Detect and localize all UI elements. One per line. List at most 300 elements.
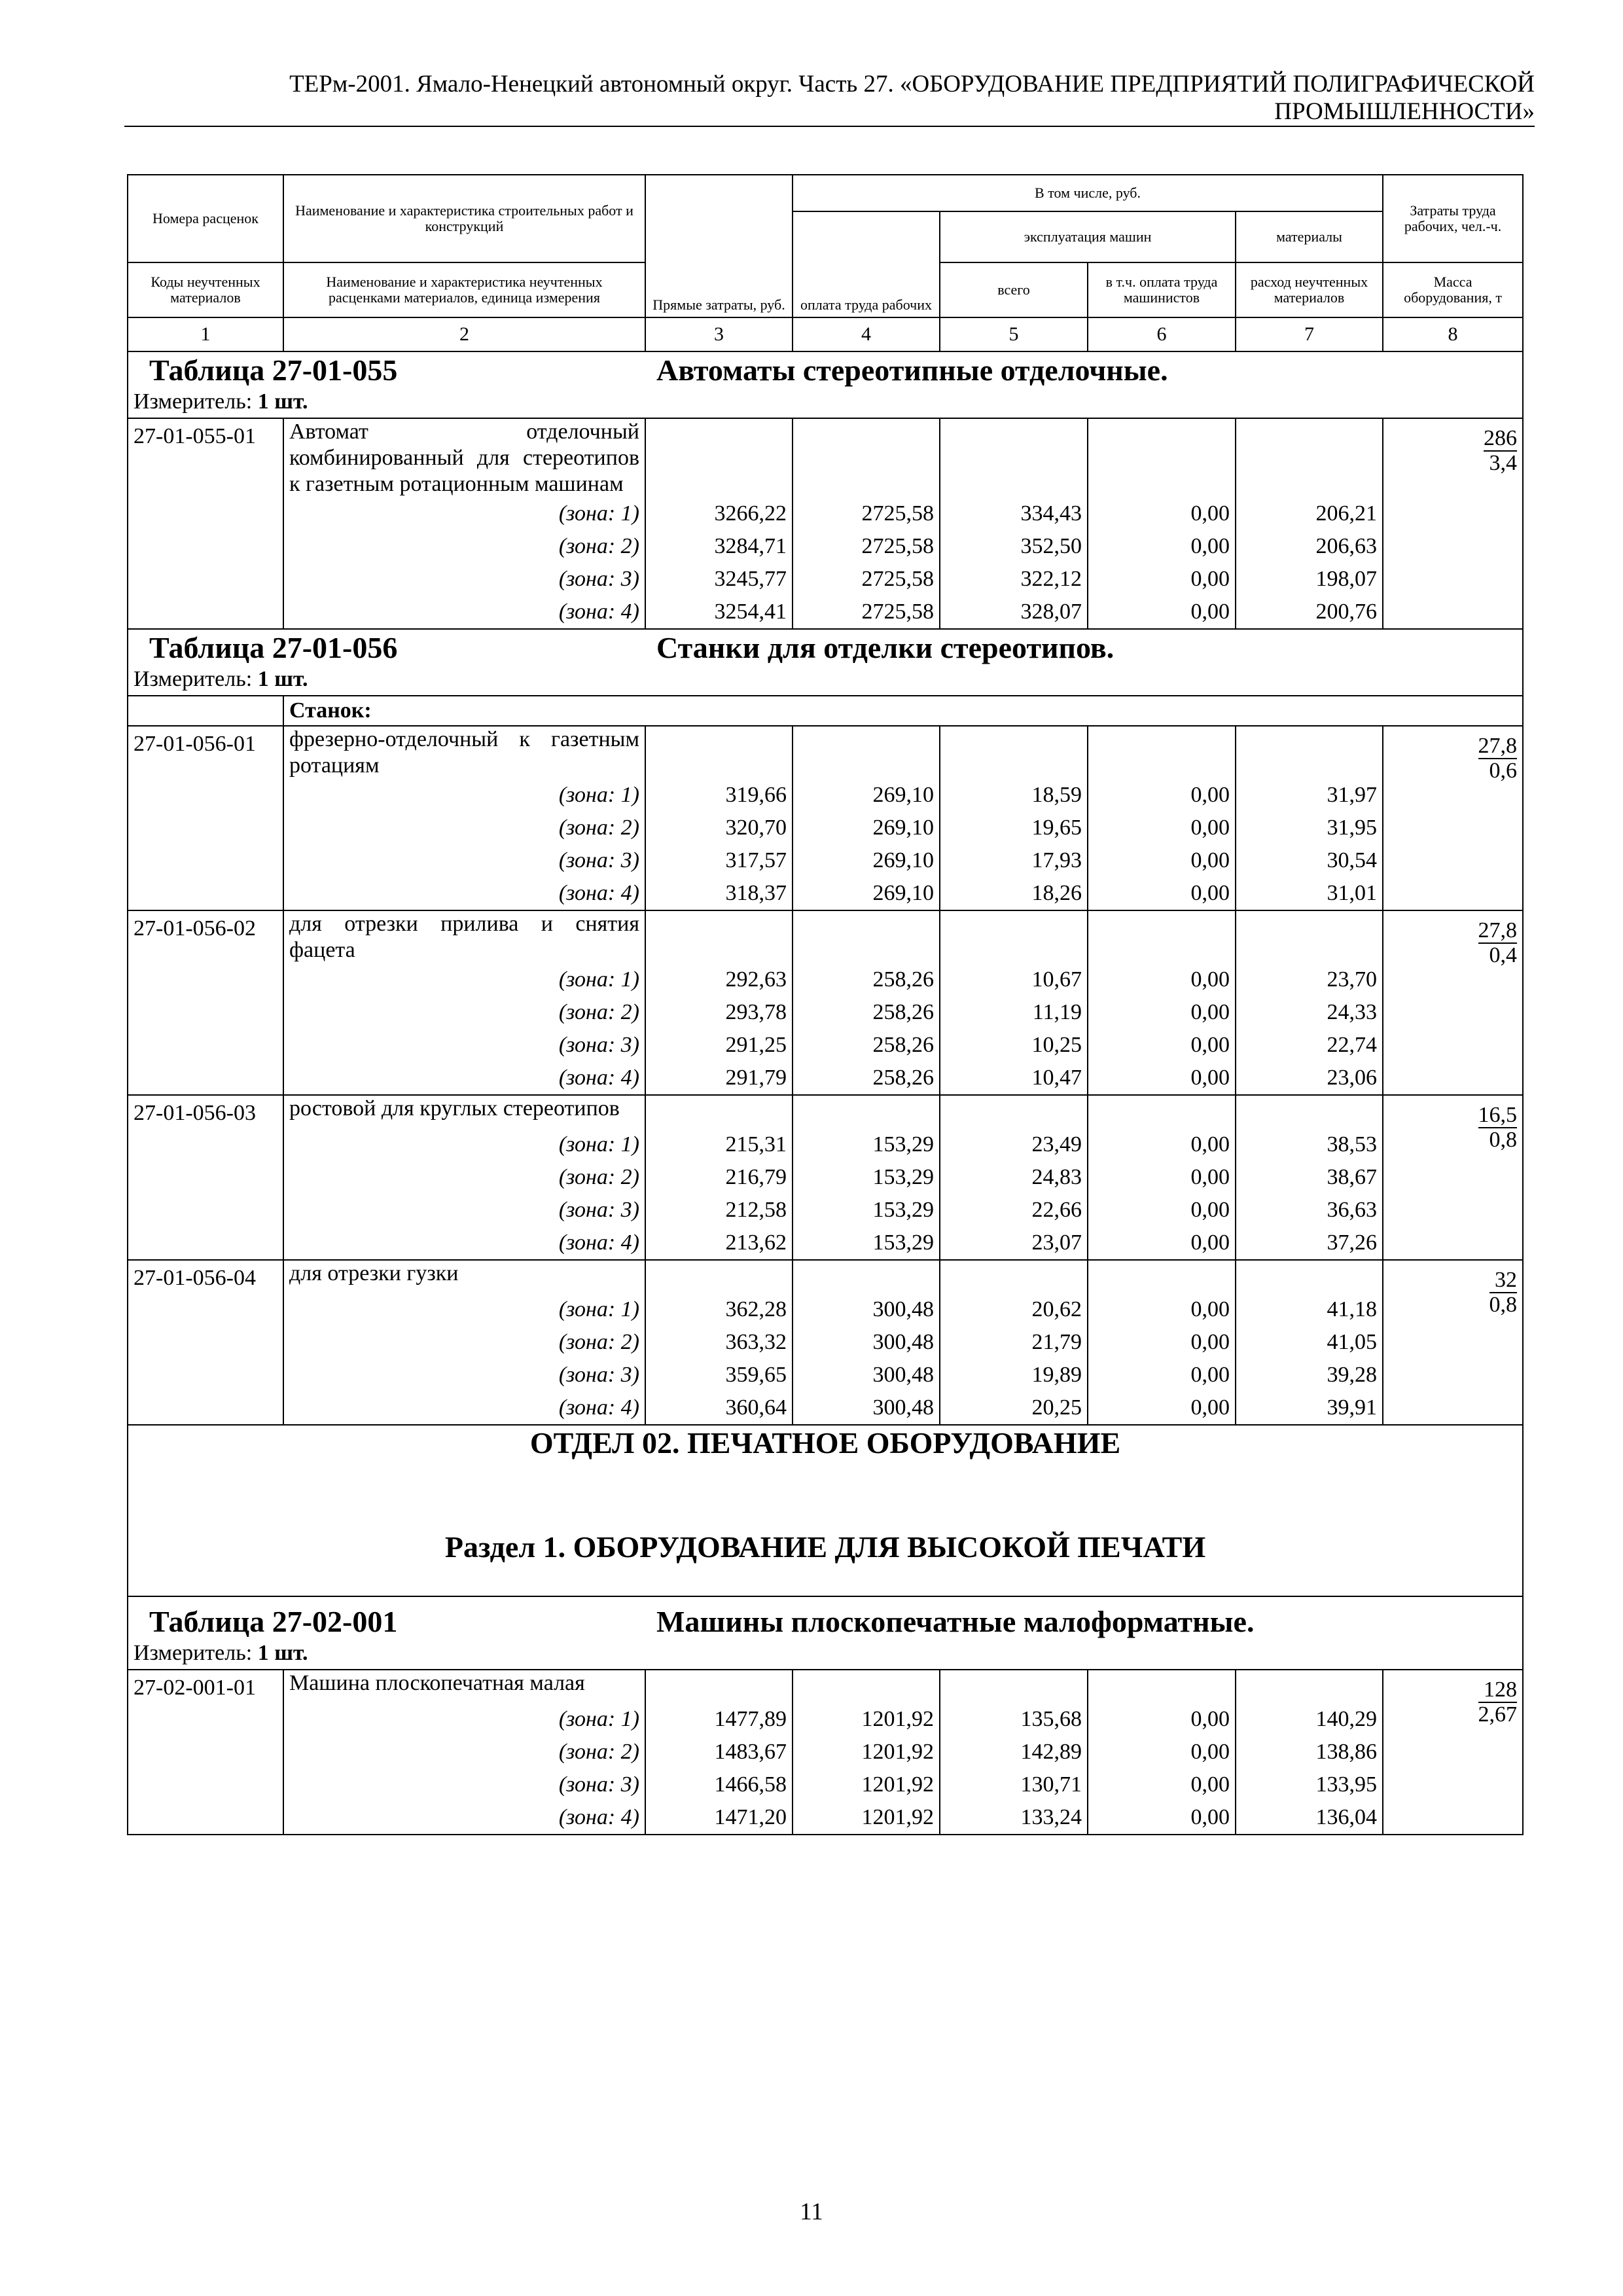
wages-value: 269,10 — [793, 844, 940, 877]
zone-row — [128, 1062, 1523, 1095]
zone-row — [128, 877, 1523, 910]
zone-label: (зона: 2) — [283, 1736, 645, 1768]
group-label-row — [128, 696, 1523, 726]
rate-description: для отрезки прилива и снятия фацета — [283, 910, 645, 963]
empty-cell — [793, 1095, 940, 1128]
direct-costs-value: 320,70 — [645, 812, 793, 844]
table-title-cell — [128, 629, 1523, 666]
zone-row — [128, 1194, 1523, 1227]
wages-value: 269,10 — [793, 812, 940, 844]
machinist-wages-value: 0,00 — [1088, 1768, 1236, 1801]
direct-costs-value: 1477,89 — [645, 1703, 793, 1736]
machines-total-value: 18,26 — [940, 877, 1088, 910]
materials-value: 133,95 — [1236, 1768, 1383, 1801]
zone-label: (зона: 3) — [283, 563, 645, 596]
machines-total-value: 23,49 — [940, 1128, 1088, 1161]
empty-cell — [645, 726, 793, 779]
machinist-wages-value: 0,00 — [1088, 1161, 1236, 1194]
col-header-mass: Масса оборудования, т — [1383, 262, 1523, 317]
zone-row — [128, 1293, 1523, 1326]
col-header-material-codes: Коды неучтенных материалов — [128, 262, 283, 317]
machines-total-value: 11,19 — [940, 996, 1088, 1029]
zone-row — [128, 563, 1523, 596]
rate-description: Автомат отделочный комбинированный для стереотипов к газетным ротационным машинам — [283, 418, 645, 497]
section-heading-row — [128, 1498, 1523, 1596]
labor-mass-fraction — [1484, 427, 1517, 475]
labor-mass-cell — [1383, 1670, 1523, 1835]
wages-value: 153,29 — [793, 1194, 940, 1227]
materials-value: 38,67 — [1236, 1161, 1383, 1194]
direct-costs-value: 293,78 — [645, 996, 793, 1029]
labor-hours: 32 — [1489, 1268, 1518, 1293]
price-table — [127, 174, 1524, 1835]
zone-row — [128, 844, 1523, 877]
wages-value: 258,26 — [793, 1062, 940, 1095]
measure-cell — [128, 1640, 1523, 1670]
empty-cell — [1236, 1670, 1383, 1703]
wages-value: 300,48 — [793, 1293, 940, 1326]
col-header-wages: оплата труда рабочих — [793, 211, 940, 317]
rate-item-row — [128, 418, 1523, 497]
zone-label: (зона: 4) — [283, 1801, 645, 1835]
rate-code: 27-01-056-04 — [128, 1260, 283, 1425]
direct-costs-value: 215,31 — [645, 1128, 793, 1161]
rate-code: 27-01-055-01 — [128, 418, 283, 629]
materials-value: 41,18 — [1236, 1293, 1383, 1326]
empty-cell — [1088, 418, 1236, 497]
machinist-wages-value: 0,00 — [1088, 596, 1236, 629]
machinist-wages-value: 0,00 — [1088, 497, 1236, 530]
measure-label: Измеритель: — [134, 389, 253, 414]
rate-item-row — [128, 1670, 1523, 1703]
direct-costs-value: 317,57 — [645, 844, 793, 877]
table-title: Станки для отделки стереотипов. — [656, 631, 1115, 664]
page-number: 11 — [800, 2198, 823, 2225]
machines-total-value: 135,68 — [940, 1703, 1088, 1736]
wages-value: 300,48 — [793, 1359, 940, 1391]
direct-costs-value: 292,63 — [645, 963, 793, 996]
labor-mass-cell — [1383, 910, 1523, 1095]
direct-costs-value: 363,32 — [645, 1326, 793, 1359]
empty-cell — [1236, 910, 1383, 963]
materials-value: 136,04 — [1236, 1801, 1383, 1835]
col-header-work-name: Наименование и характеристика строительных работ и конструкций — [283, 175, 645, 262]
machinist-wages-value: 0,00 — [1088, 779, 1236, 812]
machines-total-value: 21,79 — [940, 1326, 1088, 1359]
machines-total-value: 18,59 — [940, 779, 1088, 812]
empty-cell — [645, 1095, 793, 1128]
direct-costs-value: 291,25 — [645, 1029, 793, 1062]
zone-label: (зона: 1) — [283, 497, 645, 530]
machinist-wages-value: 0,00 — [1088, 1703, 1236, 1736]
labor-mass-cell — [1383, 1095, 1523, 1260]
direct-costs-value: 3245,77 — [645, 563, 793, 596]
rate-code: 27-01-056-02 — [128, 910, 283, 1095]
wages-value: 1201,92 — [793, 1736, 940, 1768]
materials-value: 200,76 — [1236, 596, 1383, 629]
machines-total-value: 10,47 — [940, 1062, 1088, 1095]
measure-value: 1 шт. — [257, 389, 308, 414]
rate-code: 27-02-001-01 — [128, 1670, 283, 1835]
col-header-material-names: Наименование и характеристика неучтенных расценками материалов, единица измерения — [283, 262, 645, 317]
materials-value: 39,28 — [1236, 1359, 1383, 1391]
direct-costs-value: 319,66 — [645, 779, 793, 812]
table-code: Таблица 27-02-001 — [149, 1605, 398, 1638]
direct-costs-value: 216,79 — [645, 1161, 793, 1194]
zone-label: (зона: 1) — [283, 1293, 645, 1326]
labor-mass-fraction — [1478, 1103, 1518, 1152]
machinist-wages-value: 0,00 — [1088, 1062, 1236, 1095]
col-number-8: 8 — [1383, 317, 1523, 351]
machines-total-value: 334,43 — [940, 497, 1088, 530]
rate-code: 27-01-056-03 — [128, 1095, 283, 1260]
zone-row — [128, 1391, 1523, 1425]
wages-value: 2725,58 — [793, 530, 940, 563]
machinist-wages-value: 0,00 — [1088, 530, 1236, 563]
zone-row — [128, 1161, 1523, 1194]
empty-cell — [1088, 1260, 1236, 1293]
machinist-wages-value: 0,00 — [1088, 1359, 1236, 1391]
table-body — [128, 351, 1523, 1835]
measure-cell — [128, 389, 1523, 418]
rate-item-row — [128, 1095, 1523, 1128]
zone-label: (зона: 3) — [283, 1194, 645, 1227]
table-title-row — [128, 1596, 1523, 1640]
col-header-machinist-wages: в т.ч. оплата труда машинистов — [1088, 262, 1236, 317]
materials-value: 39,91 — [1236, 1391, 1383, 1425]
zone-row — [128, 1029, 1523, 1062]
empty-cell — [1088, 910, 1236, 963]
zone-label: (зона: 2) — [283, 530, 645, 563]
measure-row — [128, 666, 1523, 696]
empty-cell — [1236, 1260, 1383, 1293]
equipment-mass: 0,6 — [1489, 759, 1518, 783]
materials-value: 206,63 — [1236, 530, 1383, 563]
materials-value: 140,29 — [1236, 1703, 1383, 1736]
zone-row — [128, 1128, 1523, 1161]
empty-cell — [793, 1670, 940, 1703]
empty-cell — [645, 1260, 793, 1293]
machinist-wages-value: 0,00 — [1088, 1391, 1236, 1425]
machinist-wages-value: 0,00 — [1088, 1326, 1236, 1359]
table-title-cell — [128, 1596, 1523, 1640]
empty-cell — [940, 726, 1088, 779]
empty-cell — [645, 1670, 793, 1703]
division-heading: ОТДЕЛ 02. ПЕЧАТНОЕ ОБОРУДОВАНИЕ — [128, 1426, 1523, 1498]
materials-value: 36,63 — [1236, 1194, 1383, 1227]
direct-costs-value: 213,62 — [645, 1227, 793, 1260]
col-number-1: 1 — [128, 317, 283, 351]
direct-costs-value: 1471,20 — [645, 1801, 793, 1835]
measure-value: 1 шт. — [257, 667, 308, 691]
machines-total-value: 10,67 — [940, 963, 1088, 996]
labor-mass-fraction — [1489, 1268, 1518, 1317]
materials-value: 22,74 — [1236, 1029, 1383, 1062]
machines-total-value: 20,62 — [940, 1293, 1088, 1326]
machines-total-value: 19,89 — [940, 1359, 1088, 1391]
zone-label: (зона: 1) — [283, 963, 645, 996]
col-header-machines-total: всего — [940, 262, 1088, 317]
zone-row — [128, 1703, 1523, 1736]
materials-value: 30,54 — [1236, 844, 1383, 877]
header-rule — [124, 126, 1535, 127]
table-title-row — [128, 351, 1523, 389]
table-title: Автоматы стереотипные отделочные. — [656, 353, 1168, 387]
empty-cell — [940, 1670, 1088, 1703]
wages-value: 258,26 — [793, 996, 940, 1029]
col-header-materials: материалы — [1236, 211, 1383, 262]
machinist-wages-value: 0,00 — [1088, 1227, 1236, 1260]
col-number-3: 3 — [645, 317, 793, 351]
col-header-labor: Затраты труда рабочих, чел.-ч. — [1383, 175, 1523, 262]
machinist-wages-value: 0,00 — [1088, 1029, 1236, 1062]
wages-value: 2725,58 — [793, 596, 940, 629]
zone-row — [128, 1768, 1523, 1801]
wages-value: 153,29 — [793, 1128, 940, 1161]
empty-cell — [940, 1095, 1088, 1128]
zone-label: (зона: 2) — [283, 1326, 645, 1359]
machines-total-value: 24,83 — [940, 1161, 1088, 1194]
col-number-6: 6 — [1088, 317, 1236, 351]
materials-value: 38,53 — [1236, 1128, 1383, 1161]
running-header — [124, 71, 1535, 126]
wages-value: 153,29 — [793, 1227, 940, 1260]
empty-cell — [940, 910, 1088, 963]
col-header-direct-costs: Прямые затраты, руб. — [645, 175, 793, 317]
group-label: Станок: — [283, 696, 1523, 726]
machinist-wages-value: 0,00 — [1088, 996, 1236, 1029]
col-number-2: 2 — [283, 317, 645, 351]
wages-value: 1201,92 — [793, 1768, 940, 1801]
empty-cell — [1236, 1095, 1383, 1128]
labor-hours: 16,5 — [1478, 1103, 1518, 1127]
zone-label: (зона: 2) — [283, 812, 645, 844]
materials-value: 23,06 — [1236, 1062, 1383, 1095]
rate-description: для отрезки гузки — [283, 1260, 645, 1293]
zone-row — [128, 530, 1523, 563]
empty-cell — [645, 418, 793, 497]
empty-cell — [1088, 1670, 1236, 1703]
zone-row — [128, 1326, 1523, 1359]
empty-cell — [1088, 726, 1236, 779]
machines-total-value: 322,12 — [940, 563, 1088, 596]
machinist-wages-value: 0,00 — [1088, 812, 1236, 844]
materials-value: 31,97 — [1236, 779, 1383, 812]
labor-mass-cell — [1383, 726, 1523, 910]
rate-description: фрезерно-отделочный к газетным ротациям — [283, 726, 645, 779]
equipment-mass: 0,8 — [1489, 1293, 1518, 1317]
direct-costs-value: 360,64 — [645, 1391, 793, 1425]
labor-mass-cell — [1383, 1260, 1523, 1425]
wages-value: 258,26 — [793, 963, 940, 996]
wages-value: 153,29 — [793, 1161, 940, 1194]
machinist-wages-value: 0,00 — [1088, 1801, 1236, 1835]
equipment-mass: 0,8 — [1489, 1128, 1518, 1152]
table-title-cell — [128, 351, 1523, 389]
zone-label: (зона: 3) — [283, 1768, 645, 1801]
col-header-exploitation: эксплуатация машин — [940, 211, 1236, 262]
machinist-wages-value: 0,00 — [1088, 1128, 1236, 1161]
table-title: Машины плоскопечатные малоформатные. — [656, 1605, 1255, 1638]
wages-value: 1201,92 — [793, 1703, 940, 1736]
empty-cell — [128, 696, 283, 726]
direct-costs-value: 318,37 — [645, 877, 793, 910]
rate-item-row — [128, 910, 1523, 963]
col-header-material-consumption: расход неучтенных материалов — [1236, 262, 1383, 317]
rate-code: 27-01-056-01 — [128, 726, 283, 910]
zone-row — [128, 596, 1523, 629]
measure-label: Измеритель: — [134, 667, 253, 691]
zone-label: (зона: 4) — [283, 877, 645, 910]
rate-description: Машина плоскопечатная малая — [283, 1670, 645, 1703]
rate-item-row — [128, 1260, 1523, 1293]
machines-total-value: 352,50 — [940, 530, 1088, 563]
zone-label: (зона: 4) — [283, 596, 645, 629]
col-number-5: 5 — [940, 317, 1088, 351]
machinist-wages-value: 0,00 — [1088, 1736, 1236, 1768]
machinist-wages-value: 0,00 — [1088, 1194, 1236, 1227]
equipment-mass: 2,67 — [1478, 1702, 1518, 1727]
machines-total-value: 17,93 — [940, 844, 1088, 877]
table-code: Таблица 27-01-056 — [149, 631, 398, 664]
section-heading: Раздел 1. ОБОРУДОВАНИЕ ДЛЯ ВЫСОКОЙ ПЕЧАТИ — [128, 1498, 1523, 1596]
labor-mass-fraction — [1478, 1678, 1518, 1727]
empty-cell — [793, 910, 940, 963]
zone-row — [128, 1736, 1523, 1768]
labor-mass-fraction — [1478, 734, 1518, 783]
direct-costs-value: 3284,71 — [645, 530, 793, 563]
machines-total-value: 19,65 — [940, 812, 1088, 844]
labor-hours: 27,8 — [1478, 918, 1518, 942]
running-header-line-1: ТЕРм-2001. Ямало-Ненецкий автономный округ. Часть 27. «ОБОРУДОВАНИЕ ПРЕДПРИЯТИЙ ПОЛИГРАФИЧЕСКОЙ — [289, 71, 1535, 98]
zone-row — [128, 497, 1523, 530]
zone-label: (зона: 4) — [283, 1227, 645, 1260]
zone-row — [128, 1227, 1523, 1260]
table-header — [128, 175, 1523, 351]
empty-cell — [940, 418, 1088, 497]
machines-total-value: 20,25 — [940, 1391, 1088, 1425]
zone-row — [128, 963, 1523, 996]
materials-value: 31,01 — [1236, 877, 1383, 910]
empty-cell — [1236, 726, 1383, 779]
machinist-wages-value: 0,00 — [1088, 877, 1236, 910]
materials-value: 206,21 — [1236, 497, 1383, 530]
materials-value: 31,95 — [1236, 812, 1383, 844]
col-header-group: В том числе, руб. — [793, 175, 1383, 211]
materials-value: 37,26 — [1236, 1227, 1383, 1260]
measure-label: Измеритель: — [134, 1641, 253, 1665]
zone-row — [128, 812, 1523, 844]
machines-total-value: 23,07 — [940, 1227, 1088, 1260]
machinist-wages-value: 0,00 — [1088, 963, 1236, 996]
zone-label: (зона: 2) — [283, 1161, 645, 1194]
machinist-wages-value: 0,00 — [1088, 844, 1236, 877]
direct-costs-value: 212,58 — [645, 1194, 793, 1227]
wages-value: 300,48 — [793, 1326, 940, 1359]
materials-value: 24,33 — [1236, 996, 1383, 1029]
zone-label: (зона: 4) — [283, 1391, 645, 1425]
materials-value: 23,70 — [1236, 963, 1383, 996]
machinist-wages-value: 0,00 — [1088, 563, 1236, 596]
division-heading-row — [128, 1426, 1523, 1498]
rate-item-row — [128, 726, 1523, 779]
equipment-mass: 3,4 — [1489, 451, 1518, 475]
zone-row — [128, 779, 1523, 812]
empty-cell — [940, 1260, 1088, 1293]
empty-cell — [793, 726, 940, 779]
zone-label: (зона: 1) — [283, 1703, 645, 1736]
materials-value: 41,05 — [1236, 1326, 1383, 1359]
labor-mass-cell — [1383, 418, 1523, 629]
machines-total-value: 133,24 — [940, 1801, 1088, 1835]
zone-row — [128, 1801, 1523, 1835]
direct-costs-value: 359,65 — [645, 1359, 793, 1391]
direct-costs-value: 291,79 — [645, 1062, 793, 1095]
labor-hours: 286 — [1484, 426, 1518, 450]
machines-total-value: 130,71 — [940, 1768, 1088, 1801]
direct-costs-value: 1483,67 — [645, 1736, 793, 1768]
zone-label: (зона: 1) — [283, 779, 645, 812]
table-code: Таблица 27-01-055 — [149, 353, 398, 387]
equipment-mass: 0,4 — [1489, 943, 1518, 967]
zone-row — [128, 996, 1523, 1029]
machines-total-value: 142,89 — [940, 1736, 1088, 1768]
measure-value: 1 шт. — [257, 1641, 308, 1665]
table-title-row — [128, 629, 1523, 666]
labor-hours: 27,8 — [1478, 734, 1518, 758]
wages-value: 258,26 — [793, 1029, 940, 1062]
zone-label: (зона: 3) — [283, 1359, 645, 1391]
direct-costs-value: 1466,58 — [645, 1768, 793, 1801]
measure-cell — [128, 666, 1523, 696]
direct-costs-value: 3254,41 — [645, 596, 793, 629]
labor-mass-fraction — [1478, 919, 1518, 967]
col-number-7: 7 — [1236, 317, 1383, 351]
machines-total-value: 10,25 — [940, 1029, 1088, 1062]
zone-label: (зона: 4) — [283, 1062, 645, 1095]
zone-label: (зона: 3) — [283, 1029, 645, 1062]
machines-total-value: 328,07 — [940, 596, 1088, 629]
wages-value: 300,48 — [793, 1391, 940, 1425]
col-number-4: 4 — [793, 317, 940, 351]
empty-cell — [1236, 418, 1383, 497]
labor-hours: 128 — [1478, 1678, 1518, 1703]
empty-cell — [645, 910, 793, 963]
rate-description: ростовой для круглых стереотипов — [283, 1095, 645, 1128]
materials-value: 198,07 — [1236, 563, 1383, 596]
direct-costs-value: 362,28 — [645, 1293, 793, 1326]
empty-cell — [793, 418, 940, 497]
machines-total-value: 22,66 — [940, 1194, 1088, 1227]
wages-value: 269,10 — [793, 779, 940, 812]
zone-label: (зона: 1) — [283, 1128, 645, 1161]
running-header-line-2: ПРОМЫШЛЕННОСТИ» — [1274, 98, 1535, 125]
zone-label: (зона: 3) — [283, 844, 645, 877]
empty-cell — [1088, 1095, 1236, 1128]
machinist-wages-value: 0,00 — [1088, 1293, 1236, 1326]
empty-cell — [793, 1260, 940, 1293]
zone-row — [128, 1359, 1523, 1391]
zone-label: (зона: 2) — [283, 996, 645, 1029]
wages-value: 269,10 — [793, 877, 940, 910]
direct-costs-value: 3266,22 — [645, 497, 793, 530]
measure-row — [128, 1640, 1523, 1670]
materials-value: 138,86 — [1236, 1736, 1383, 1768]
wages-value: 2725,58 — [793, 497, 940, 530]
wages-value: 2725,58 — [793, 563, 940, 596]
col-header-rate-number: Номера расценок — [128, 175, 283, 262]
wages-value: 1201,92 — [793, 1801, 940, 1835]
